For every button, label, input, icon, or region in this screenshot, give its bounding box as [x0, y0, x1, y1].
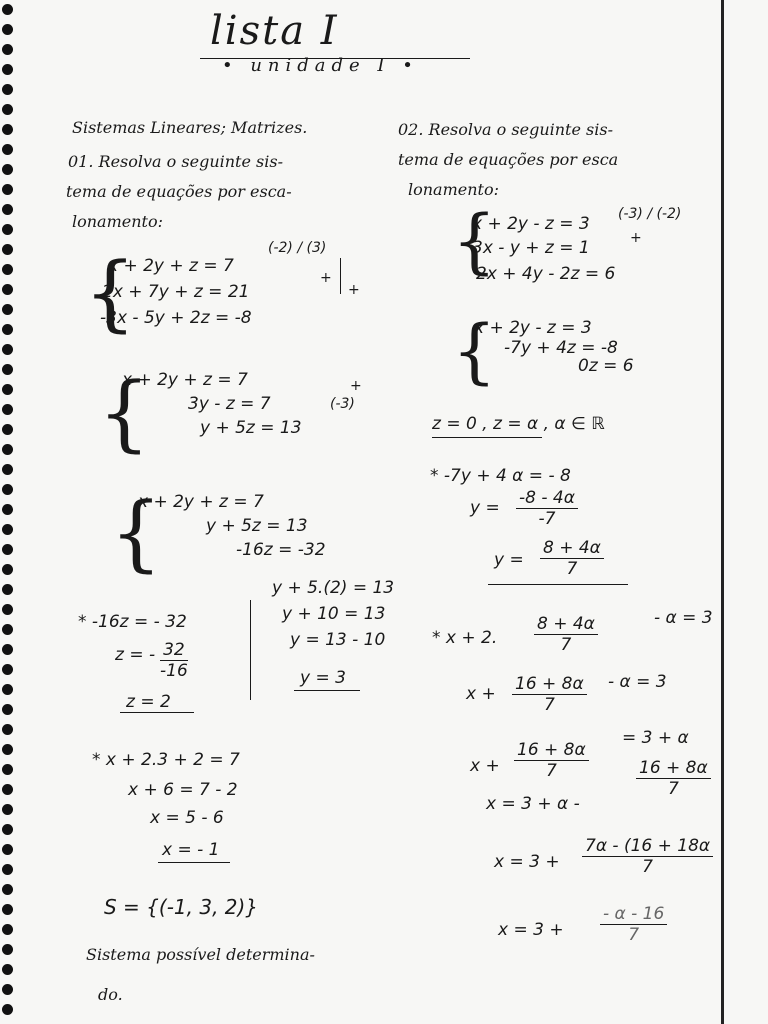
header-right-1: 02. Resolva o seguinte sis-: [398, 120, 613, 139]
left-sys3-eq3: -16z = -32: [236, 540, 326, 560]
binding-hole: [2, 684, 13, 695]
binding-hole: [2, 744, 13, 755]
right-solve-x-1: * x + 2.: [432, 628, 498, 648]
binding-hole: [2, 784, 13, 795]
left-solve-z-2: z = -: [115, 645, 156, 665]
right-solve-x-frac1: [534, 614, 598, 655]
header-left-4: lonamento:: [72, 212, 163, 231]
binding-hole: [2, 884, 13, 895]
right-sys2-eq3: 0z = 6: [578, 356, 634, 376]
right-solve-x-frac2: [512, 674, 587, 715]
left-sys1-eq2: 2x + 7y + z = 21: [102, 282, 250, 302]
left-conclusion-1: Sistema possível determina-: [86, 945, 315, 964]
right-solve-y-3: y =: [494, 550, 524, 570]
binding-hole: [2, 284, 13, 295]
binding-hole: [2, 84, 13, 95]
left-sys1-eq1: x + 2y + z = 7: [108, 256, 234, 276]
binding-hole: [2, 944, 13, 955]
left-solve-y-result: y = 3: [300, 668, 346, 688]
binding-hole: [2, 384, 13, 395]
header-right-3: lonamento:: [408, 180, 499, 199]
right-solve-y-2: y =: [470, 498, 500, 518]
page-title: lista I: [210, 8, 339, 54]
page-subtitle: • unidade I •: [222, 55, 419, 76]
left-sys2-eq3: y + 5z = 13: [200, 418, 302, 438]
binding-hole: [2, 864, 13, 875]
binding-hole: [2, 544, 13, 555]
right-solve-y-1: * -7y + 4 α = - 8: [430, 466, 571, 486]
binding-hole: [2, 464, 13, 475]
left-y-underline: [294, 690, 360, 691]
right-solve-y-num1: -8 - 4α: [516, 488, 578, 509]
binding-hole: [2, 844, 13, 855]
binding-hole: [2, 524, 13, 535]
binding-hole: [2, 124, 13, 135]
left-sys1-arrow-2: +: [348, 282, 360, 298]
binding-hole: [2, 44, 13, 55]
binding-hole: [2, 504, 13, 515]
binding-hole: [2, 624, 13, 635]
left-solve-z-result: z = 2: [126, 692, 171, 712]
binding-hole: [2, 644, 13, 655]
binding-hole: [2, 324, 13, 335]
right-sys1-eq1: x + 2y - z = 3: [472, 214, 590, 234]
left-solve-x-2: x + 6 = 7 - 2: [128, 780, 238, 800]
right-solve-x-8: x = 3 +: [494, 852, 560, 872]
right-y-underline: [488, 584, 628, 585]
binding-hole: [2, 724, 13, 735]
right-solve-x-2: - α = 3: [654, 608, 713, 628]
right-solve-x-den4: 7: [667, 779, 679, 799]
left-solve-x-1: * x + 2.3 + 2 = 7: [92, 750, 240, 770]
left-sys1-arrow-1: +: [320, 270, 332, 286]
binding-hole: [2, 184, 13, 195]
right-param: z = 0 , z = α , α ∈ ℝ: [432, 414, 605, 434]
right-solve-x-3: x +: [466, 684, 496, 704]
left-z-underline: [120, 712, 194, 713]
left-sys1-ops: (-2) / (3): [268, 240, 327, 256]
binding-hole: [2, 564, 13, 575]
right-solve-x-frac4: [636, 758, 711, 799]
left-conclusion-2: do.: [98, 985, 123, 1004]
binding-hole: [2, 484, 13, 495]
right-solve-x-num6: - α - 16: [600, 904, 667, 925]
binding-hole: [2, 244, 13, 255]
binding-hole: [2, 824, 13, 835]
binding-hole: [2, 664, 13, 675]
page-edge: [721, 0, 724, 1024]
left-separator: [250, 600, 251, 700]
binding-hole: [2, 224, 13, 235]
brace-sys1-left: {: [84, 246, 137, 341]
left-solve-y-3: y = 13 - 10: [290, 630, 386, 650]
spiral-binding: [2, 0, 16, 1024]
right-sys1-eq2: 3x - y + z = 1: [472, 238, 590, 258]
left-sys2-eq1: x + 2y + z = 7: [122, 370, 248, 390]
right-solve-y-frac1: [516, 488, 578, 529]
brace-sys2-left: {: [98, 366, 151, 461]
right-sys2-eq2: -7y + 4z = -8: [504, 338, 618, 358]
left-sys3-eq1: x + 2y + z = 7: [138, 492, 264, 512]
binding-hole: [2, 764, 13, 775]
left-sys1-op-line: [340, 258, 341, 294]
left-sys2-eq2: 3y - z = 7: [188, 394, 271, 414]
right-solve-x-den6: 7: [628, 925, 640, 945]
left-solve-z-frac: [160, 640, 188, 681]
left-solve-x-result: x = - 1: [162, 840, 220, 860]
binding-hole: [2, 904, 13, 915]
right-sys1-eq3: 2x + 4y - 2z = 6: [476, 264, 616, 284]
right-solve-x-den1: 7: [560, 635, 572, 655]
right-sys2-eq1: x + 2y - z = 3: [474, 318, 592, 338]
right-sys1-arrow: +: [630, 230, 642, 246]
left-solve-z-den: -16: [160, 661, 188, 681]
right-solve-x-num2: 16 + 8α: [512, 674, 587, 695]
binding-hole: [2, 104, 13, 115]
left-sys1-eq3: -3x - 5y + 2z = -8: [100, 308, 252, 328]
right-solve-x-num3: 16 + 8α: [514, 740, 589, 761]
left-solve-y-1: y + 5.(2) = 13: [272, 578, 395, 598]
right-solve-x-9: x = 3 +: [498, 920, 564, 940]
left-solve-x-3: x = 5 - 6: [150, 808, 224, 828]
binding-hole: [2, 64, 13, 75]
binding-hole: [2, 424, 13, 435]
binding-hole: [2, 304, 13, 315]
brace-sys3-left: {: [110, 486, 163, 581]
left-solve-y-2: y + 10 = 13: [282, 604, 386, 624]
binding-hole: [2, 204, 13, 215]
right-solve-x-7: x = 3 + α -: [486, 794, 580, 814]
binding-hole: [2, 984, 13, 995]
binding-hole: [2, 344, 13, 355]
left-sys2-op-plus: +: [350, 378, 362, 394]
binding-hole: [2, 964, 13, 975]
binding-hole: [2, 584, 13, 595]
right-solve-x-den5: 7: [642, 857, 653, 877]
binding-hole: [2, 404, 13, 415]
right-solve-y-num2: 8 + 4α: [540, 538, 604, 559]
brace-sys2-right: {: [452, 310, 497, 392]
right-sys1-ops: (-3) / (-2): [618, 206, 682, 222]
left-x-underline: [158, 862, 230, 863]
right-solve-y-frac2: [540, 538, 604, 579]
right-solve-x-5: x +: [470, 756, 500, 776]
right-solve-y-den2: 7: [566, 559, 578, 579]
right-solve-y-den1: -7: [538, 509, 556, 529]
binding-hole: [2, 264, 13, 275]
right-solve-x-den3: 7: [545, 761, 557, 781]
binding-hole: [2, 444, 13, 455]
binding-hole: [2, 604, 13, 615]
brace-sys1-right: {: [452, 200, 497, 282]
binding-hole: [2, 1004, 13, 1015]
binding-hole: [2, 364, 13, 375]
right-param-underline: [432, 437, 542, 438]
right-solve-x-num1: 8 + 4α: [534, 614, 598, 635]
left-sys3-eq2: y + 5z = 13: [206, 516, 308, 536]
right-solve-x-frac5: [582, 836, 713, 877]
binding-hole: [2, 144, 13, 155]
left-solution-set: S = {(-1, 3, 2)}: [104, 895, 259, 919]
header-right-2: tema de equações por esca: [398, 150, 619, 169]
header-left-2: 01. Resolva o seguinte sis-: [68, 152, 283, 171]
left-sys2-op-mult: (-3): [330, 396, 355, 412]
header-left-3: tema de equações por esca-: [66, 182, 292, 201]
header-left-1: Sistemas Lineares; Matrizes.: [72, 118, 308, 137]
binding-hole: [2, 804, 13, 815]
binding-hole: [2, 164, 13, 175]
right-solve-x-num4: 16 + 8α: [636, 758, 711, 779]
left-solve-z-num: 32: [160, 640, 188, 661]
binding-hole: [2, 4, 13, 15]
right-solve-x-6: = 3 + α: [622, 728, 689, 748]
left-solve-z-1: * -16z = - 32: [78, 612, 187, 632]
binding-hole: [2, 924, 13, 935]
right-solve-x-den2: 7: [543, 695, 555, 715]
right-solve-x-frac3: [514, 740, 589, 781]
binding-hole: [2, 704, 13, 715]
right-solve-x-num5: 7α - (16 + 18α: [582, 836, 713, 857]
right-solve-x-frac6: [600, 904, 667, 945]
right-solve-x-4: - α = 3: [608, 672, 667, 692]
binding-hole: [2, 24, 13, 35]
